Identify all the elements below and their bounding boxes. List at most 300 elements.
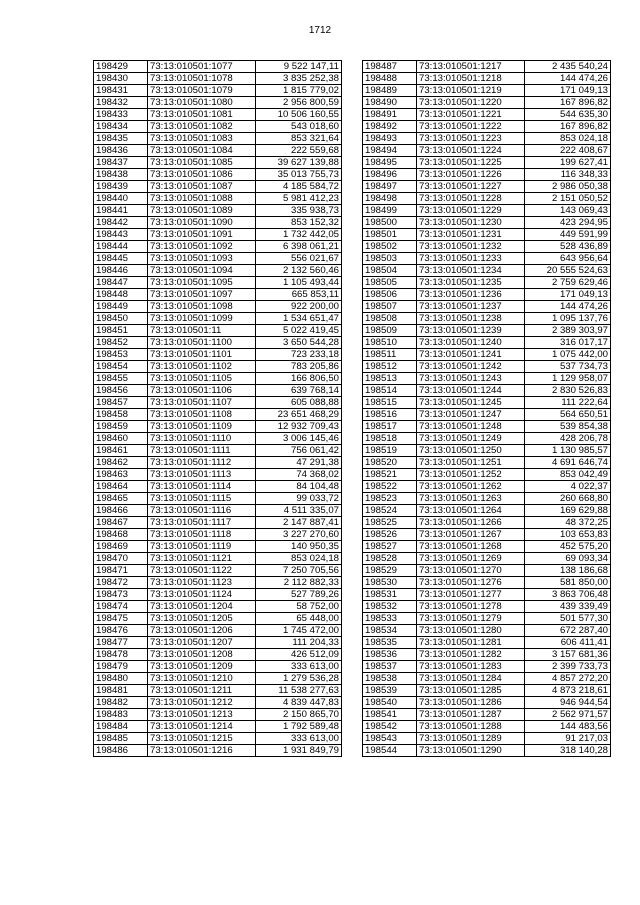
value-cell: 1 792 589,48 — [256, 721, 342, 733]
row-number-cell: 198441 — [94, 205, 148, 217]
cadastral-number-cell: 73:13:010501:1082 — [148, 121, 256, 133]
row-number-cell: 198492 — [363, 121, 417, 133]
value-cell: 47 291,38 — [256, 457, 342, 469]
row-number-cell: 198497 — [363, 181, 417, 193]
cadastral-number-cell: 73:13:010501:1268 — [417, 541, 525, 553]
row-number-cell: 198520 — [363, 457, 417, 469]
table-row — [94, 661, 342, 673]
table-row — [94, 349, 342, 361]
row-number-cell: 198539 — [363, 685, 417, 697]
row-number-cell: 198536 — [363, 649, 417, 661]
value-cell: 1 732 442,05 — [256, 229, 342, 241]
cadastral-number-cell: 73:13:010501:1221 — [417, 109, 525, 121]
cadastral-number-cell: 73:13:010501:1113 — [148, 469, 256, 481]
row-number-cell: 198501 — [363, 229, 417, 241]
table-row — [94, 109, 342, 121]
cadastral-number-cell: 73:13:010501:1278 — [417, 601, 525, 613]
cadastral-number-cell: 73:13:010501:1090 — [148, 217, 256, 229]
cadastral-number-cell: 73:13:010501:1214 — [148, 721, 256, 733]
row-number-cell: 198471 — [94, 565, 148, 577]
value-cell: 144 483,56 — [525, 721, 611, 733]
cadastral-number-cell: 73:13:010501:1093 — [148, 253, 256, 265]
row-number-cell: 198508 — [363, 313, 417, 325]
row-number-cell: 198521 — [363, 469, 417, 481]
cadastral-number-cell: 73:13:010501:1110 — [148, 433, 256, 445]
table-row — [94, 373, 342, 385]
row-number-cell: 198478 — [94, 649, 148, 661]
cadastral-number-cell: 73:13:010501:1205 — [148, 613, 256, 625]
row-number-cell: 198435 — [94, 133, 148, 145]
registry-table-right — [362, 60, 611, 757]
value-cell: 1 129 958,07 — [525, 373, 611, 385]
table-row — [94, 481, 342, 493]
cadastral-number-cell: 73:13:010501:1287 — [417, 709, 525, 721]
cadastral-number-cell: 73:13:010501:1285 — [417, 685, 525, 697]
value-cell: 539 854,38 — [525, 421, 611, 433]
value-cell: 853 024,18 — [256, 553, 342, 565]
cadastral-number-cell: 73:13:010501:1277 — [417, 589, 525, 601]
value-cell: 333 613,00 — [256, 661, 342, 673]
table-row — [94, 301, 342, 313]
table-row — [94, 721, 342, 733]
value-cell: 4 857 272,20 — [525, 673, 611, 685]
registry-table-left — [93, 60, 342, 757]
cadastral-number-cell: 73:13:010501:1208 — [148, 649, 256, 661]
cadastral-number-cell: 73:13:010501:1099 — [148, 313, 256, 325]
row-number-cell: 198510 — [363, 337, 417, 349]
table-row — [94, 145, 342, 157]
value-cell: 665 853,11 — [256, 289, 342, 301]
cadastral-number-cell: 73:13:010501:1100 — [148, 337, 256, 349]
table-row — [94, 361, 342, 373]
table-row — [363, 169, 611, 181]
table-row — [363, 73, 611, 85]
row-number-cell: 198512 — [363, 361, 417, 373]
row-number-cell: 198440 — [94, 193, 148, 205]
table-row — [363, 505, 611, 517]
value-cell: 167 896,82 — [525, 97, 611, 109]
cadastral-number-cell: 73:13:010501:1219 — [417, 85, 525, 97]
cadastral-number-cell: 73:13:010501:1267 — [417, 529, 525, 541]
table-row — [94, 325, 342, 337]
row-number-cell: 198530 — [363, 577, 417, 589]
table-row — [94, 289, 342, 301]
table-row — [363, 517, 611, 529]
table-row — [94, 613, 342, 625]
cadastral-number-cell: 73:13:010501:1225 — [417, 157, 525, 169]
row-number-cell: 198522 — [363, 481, 417, 493]
cadastral-number-cell: 73:13:010501:1213 — [148, 709, 256, 721]
table-row — [94, 685, 342, 697]
value-cell: 853 042,49 — [525, 469, 611, 481]
table-row — [363, 697, 611, 709]
value-cell: 1 279 536,28 — [256, 673, 342, 685]
table-row — [363, 325, 611, 337]
row-number-cell: 198499 — [363, 205, 417, 217]
value-cell: 318 140,28 — [525, 745, 611, 757]
table-row — [94, 61, 342, 73]
table-row — [363, 373, 611, 385]
value-cell: 3 227 270,60 — [256, 529, 342, 541]
cadastral-number-cell: 73:13:010501:1207 — [148, 637, 256, 649]
value-cell: 20 555 524,63 — [525, 265, 611, 277]
row-number-cell: 198466 — [94, 505, 148, 517]
cadastral-number-cell: 73:13:010501:1236 — [417, 289, 525, 301]
table-row — [363, 253, 611, 265]
cadastral-number-cell: 73:13:010501:1264 — [417, 505, 525, 517]
table-row — [94, 205, 342, 217]
row-number-cell: 198527 — [363, 541, 417, 553]
cadastral-number-cell: 73:13:010501:1091 — [148, 229, 256, 241]
table-row — [363, 97, 611, 109]
row-number-cell: 198464 — [94, 481, 148, 493]
row-number-cell: 198537 — [363, 661, 417, 673]
table-row — [363, 469, 611, 481]
table-row — [94, 445, 342, 457]
row-number-cell: 198454 — [94, 361, 148, 373]
row-number-cell: 198453 — [94, 349, 148, 361]
row-number-cell: 198509 — [363, 325, 417, 337]
cadastral-number-cell: 73:13:010501:1107 — [148, 397, 256, 409]
row-number-cell: 198473 — [94, 589, 148, 601]
cadastral-number-cell: 73:13:010501:1094 — [148, 265, 256, 277]
cadastral-number-cell: 73:13:010501:1204 — [148, 601, 256, 613]
row-number-cell: 198514 — [363, 385, 417, 397]
value-cell: 6 398 061,21 — [256, 241, 342, 253]
cadastral-number-cell: 73:13:010501:1290 — [417, 745, 525, 757]
table-row — [94, 673, 342, 685]
table-row — [94, 541, 342, 553]
row-number-cell: 198459 — [94, 421, 148, 433]
row-number-cell: 198517 — [363, 421, 417, 433]
cadastral-number-cell: 73:13:010501:1276 — [417, 577, 525, 589]
row-number-cell: 198462 — [94, 457, 148, 469]
value-cell: 3 863 706,48 — [525, 589, 611, 601]
table-row — [94, 253, 342, 265]
row-number-cell: 198498 — [363, 193, 417, 205]
row-number-cell: 198485 — [94, 733, 148, 745]
cadastral-number-cell: 73:13:010501:1248 — [417, 421, 525, 433]
value-cell: 527 789,26 — [256, 589, 342, 601]
value-cell: 333 613,00 — [256, 733, 342, 745]
table-row — [94, 193, 342, 205]
row-number-cell: 198500 — [363, 217, 417, 229]
row-number-cell: 198445 — [94, 253, 148, 265]
cadastral-number-cell: 73:13:010501:1224 — [417, 145, 525, 157]
cadastral-number-cell: 73:13:010501:1111 — [148, 445, 256, 457]
cadastral-number-cell: 73:13:010501:1243 — [417, 373, 525, 385]
value-cell: 5 022 419,45 — [256, 325, 342, 337]
row-number-cell: 198448 — [94, 289, 148, 301]
value-cell: 1 105 493,44 — [256, 277, 342, 289]
row-number-cell: 198449 — [94, 301, 148, 313]
cadastral-number-cell: 73:13:010501:1079 — [148, 85, 256, 97]
row-number-cell: 198432 — [94, 97, 148, 109]
row-number-cell: 198534 — [363, 625, 417, 637]
table-row — [363, 457, 611, 469]
value-cell: 2 830 526,83 — [525, 385, 611, 397]
table-row — [363, 181, 611, 193]
row-number-cell: 198439 — [94, 181, 148, 193]
table-row — [363, 409, 611, 421]
value-cell: 564 650,51 — [525, 409, 611, 421]
table-row — [94, 457, 342, 469]
table-row — [363, 553, 611, 565]
row-number-cell: 198475 — [94, 613, 148, 625]
row-number-cell: 198452 — [94, 337, 148, 349]
cadastral-number-cell: 73:13:010501:1209 — [148, 661, 256, 673]
table-row — [363, 61, 611, 73]
table-row — [94, 241, 342, 253]
row-number-cell: 198487 — [363, 61, 417, 73]
table-row — [363, 625, 611, 637]
value-cell: 1 095 137,76 — [525, 313, 611, 325]
table-row — [363, 601, 611, 613]
cadastral-number-cell: 73:13:010501:1235 — [417, 277, 525, 289]
table-row — [363, 481, 611, 493]
value-cell: 11 538 277,63 — [256, 685, 342, 697]
table-row — [94, 649, 342, 661]
table-row — [94, 409, 342, 421]
row-number-cell: 198469 — [94, 541, 148, 553]
table-row — [363, 721, 611, 733]
row-number-cell: 198541 — [363, 709, 417, 721]
table-row — [94, 625, 342, 637]
cadastral-number-cell: 73:13:010501:1263 — [417, 493, 525, 505]
row-number-cell: 198490 — [363, 97, 417, 109]
value-cell: 3 835 252,38 — [256, 73, 342, 85]
table-row — [363, 349, 611, 361]
cadastral-number-cell: 73:13:010501:1095 — [148, 277, 256, 289]
row-number-cell: 198482 — [94, 697, 148, 709]
table-row — [94, 733, 342, 745]
cadastral-number-cell: 73:13:010501:1088 — [148, 193, 256, 205]
value-cell: 103 653,83 — [525, 529, 611, 541]
cadastral-number-cell: 73:13:010501:1266 — [417, 517, 525, 529]
cadastral-number-cell: 73:13:010501:1220 — [417, 97, 525, 109]
value-cell: 3 157 681,36 — [525, 649, 611, 661]
value-cell: 528 436,89 — [525, 241, 611, 253]
cadastral-number-cell: 73:13:010501:1242 — [417, 361, 525, 373]
row-number-cell: 198474 — [94, 601, 148, 613]
table-row — [94, 517, 342, 529]
table-row — [94, 337, 342, 349]
value-cell: 1 745 472,00 — [256, 625, 342, 637]
table-row — [94, 601, 342, 613]
row-number-cell: 198450 — [94, 313, 148, 325]
cadastral-number-cell: 73:13:010501:1245 — [417, 397, 525, 409]
value-cell: 2 435 540,24 — [525, 61, 611, 73]
cadastral-number-cell: 73:13:010501:1086 — [148, 169, 256, 181]
row-number-cell: 198460 — [94, 433, 148, 445]
cadastral-number-cell: 73:13:010501:1210 — [148, 673, 256, 685]
value-cell: 260 668,80 — [525, 493, 611, 505]
cadastral-number-cell: 73:13:010501:1217 — [417, 61, 525, 73]
row-number-cell: 198430 — [94, 73, 148, 85]
value-cell: 853 321,64 — [256, 133, 342, 145]
table-row — [94, 397, 342, 409]
cadastral-number-cell: 73:13:010501:1106 — [148, 385, 256, 397]
value-cell: 723 233,18 — [256, 349, 342, 361]
value-cell: 853 024,18 — [525, 133, 611, 145]
row-number-cell: 198542 — [363, 721, 417, 733]
value-cell: 2 132 560,46 — [256, 265, 342, 277]
cadastral-number-cell: 73:13:010501:1249 — [417, 433, 525, 445]
table-row — [363, 529, 611, 541]
table-row — [94, 709, 342, 721]
value-cell: 12 932 709,43 — [256, 421, 342, 433]
table-row — [363, 361, 611, 373]
table-row — [94, 265, 342, 277]
value-cell: 783 205,86 — [256, 361, 342, 373]
row-number-cell: 198516 — [363, 409, 417, 421]
table-row — [94, 553, 342, 565]
value-cell: 111 222,64 — [525, 397, 611, 409]
row-number-cell: 198529 — [363, 565, 417, 577]
row-number-cell: 198446 — [94, 265, 148, 277]
value-cell: 10 506 160,55 — [256, 109, 342, 121]
value-cell: 167 896,82 — [525, 121, 611, 133]
row-number-cell: 198518 — [363, 433, 417, 445]
value-cell: 4 839 447,83 — [256, 697, 342, 709]
cadastral-number-cell: 73:13:010501:1089 — [148, 205, 256, 217]
table-row — [94, 181, 342, 193]
row-number-cell: 198502 — [363, 241, 417, 253]
cadastral-number-cell: 73:13:010501:1114 — [148, 481, 256, 493]
value-cell: 946 944,54 — [525, 697, 611, 709]
value-cell: 639 768,14 — [256, 385, 342, 397]
table-row — [94, 229, 342, 241]
cadastral-number-cell: 73:13:010501:1108 — [148, 409, 256, 421]
table-row — [363, 109, 611, 121]
cadastral-number-cell: 73:13:010501:1078 — [148, 73, 256, 85]
row-number-cell: 198463 — [94, 469, 148, 481]
cadastral-number-cell: 73:13:010501:1229 — [417, 205, 525, 217]
cadastral-number-cell: 73:13:010501:1234 — [417, 265, 525, 277]
row-number-cell: 198480 — [94, 673, 148, 685]
table-row — [94, 529, 342, 541]
cadastral-number-cell: 73:13:010501:1102 — [148, 361, 256, 373]
table-row — [94, 589, 342, 601]
cadastral-number-cell: 73:13:010501:1269 — [417, 553, 525, 565]
table-row — [363, 745, 611, 757]
cadastral-number-cell: 73:13:010501:1279 — [417, 613, 525, 625]
value-cell: 5 981 412,23 — [256, 193, 342, 205]
table-row — [363, 241, 611, 253]
table-row — [94, 421, 342, 433]
cadastral-number-cell: 73:13:010501:1118 — [148, 529, 256, 541]
row-number-cell: 198483 — [94, 709, 148, 721]
value-cell: 4 022,37 — [525, 481, 611, 493]
value-cell: 1 075 442,00 — [525, 349, 611, 361]
row-number-cell: 198507 — [363, 301, 417, 313]
cadastral-number-cell: 73:13:010501:1080 — [148, 97, 256, 109]
cadastral-number-cell: 73:13:010501:11 — [148, 325, 256, 337]
value-cell: 39 627 139,88 — [256, 157, 342, 169]
value-cell: 169 629,88 — [525, 505, 611, 517]
row-number-cell: 198496 — [363, 169, 417, 181]
cadastral-number-cell: 73:13:010501:1092 — [148, 241, 256, 253]
value-cell: 2 956 800,59 — [256, 97, 342, 109]
cadastral-number-cell: 73:13:010501:1252 — [417, 469, 525, 481]
table-row — [94, 697, 342, 709]
row-number-cell: 198528 — [363, 553, 417, 565]
row-number-cell: 198447 — [94, 277, 148, 289]
value-cell: 2 389 303,97 — [525, 325, 611, 337]
value-cell: 99 033,72 — [256, 493, 342, 505]
cadastral-number-cell: 73:13:010501:1233 — [417, 253, 525, 265]
cadastral-number-cell: 73:13:010501:1085 — [148, 157, 256, 169]
table-row — [363, 541, 611, 553]
cadastral-number-cell: 73:13:010501:1101 — [148, 349, 256, 361]
row-number-cell: 198511 — [363, 349, 417, 361]
cadastral-number-cell: 73:13:010501:1087 — [148, 181, 256, 193]
value-cell: 48 372,25 — [525, 517, 611, 529]
row-number-cell: 198494 — [363, 145, 417, 157]
cadastral-number-cell: 73:13:010501:1239 — [417, 325, 525, 337]
value-cell: 922 200,00 — [256, 301, 342, 313]
row-number-cell: 198444 — [94, 241, 148, 253]
row-number-cell: 198456 — [94, 385, 148, 397]
row-number-cell: 198458 — [94, 409, 148, 421]
row-number-cell: 198472 — [94, 577, 148, 589]
row-number-cell: 198486 — [94, 745, 148, 757]
value-cell: 69 093,34 — [525, 553, 611, 565]
value-cell: 4 511 335,07 — [256, 505, 342, 517]
value-cell: 4 185 584,72 — [256, 181, 342, 193]
table-row — [94, 121, 342, 133]
row-number-cell: 198543 — [363, 733, 417, 745]
table-row — [363, 709, 611, 721]
row-number-cell: 198431 — [94, 85, 148, 97]
cadastral-number-cell: 73:13:010501:1226 — [417, 169, 525, 181]
cadastral-number-cell: 73:13:010501:1281 — [417, 637, 525, 649]
table-row — [363, 337, 611, 349]
cadastral-number-cell: 73:13:010501:1282 — [417, 649, 525, 661]
value-cell: 166 806,50 — [256, 373, 342, 385]
value-cell: 222 408,67 — [525, 145, 611, 157]
value-cell: 2 986 050,38 — [525, 181, 611, 193]
table-row — [363, 649, 611, 661]
table-row — [94, 169, 342, 181]
row-number-cell: 198433 — [94, 109, 148, 121]
table-row — [363, 421, 611, 433]
value-cell: 316 017,17 — [525, 337, 611, 349]
row-number-cell: 198442 — [94, 217, 148, 229]
value-cell: 449 591,99 — [525, 229, 611, 241]
value-cell: 544 635,30 — [525, 109, 611, 121]
cadastral-number-cell: 73:13:010501:1206 — [148, 625, 256, 637]
cadastral-number-cell: 73:13:010501:1241 — [417, 349, 525, 361]
row-number-cell: 198443 — [94, 229, 148, 241]
cadastral-number-cell: 73:13:010501:1083 — [148, 133, 256, 145]
cadastral-number-cell: 73:13:010501:1077 — [148, 61, 256, 73]
row-number-cell: 198429 — [94, 61, 148, 73]
table-row — [363, 289, 611, 301]
value-cell: 116 348,33 — [525, 169, 611, 181]
cadastral-number-cell: 73:13:010501:1121 — [148, 553, 256, 565]
value-cell: 452 575,20 — [525, 541, 611, 553]
value-cell: 426 512,09 — [256, 649, 342, 661]
row-number-cell: 198438 — [94, 169, 148, 181]
table-row — [94, 745, 342, 757]
cadastral-number-cell: 73:13:010501:1218 — [417, 73, 525, 85]
page-number: 1712 — [308, 25, 332, 36]
table-row — [363, 133, 611, 145]
value-cell: 643 956,64 — [525, 253, 611, 265]
value-cell: 138 186,68 — [525, 565, 611, 577]
value-cell: 35 013 755,73 — [256, 169, 342, 181]
